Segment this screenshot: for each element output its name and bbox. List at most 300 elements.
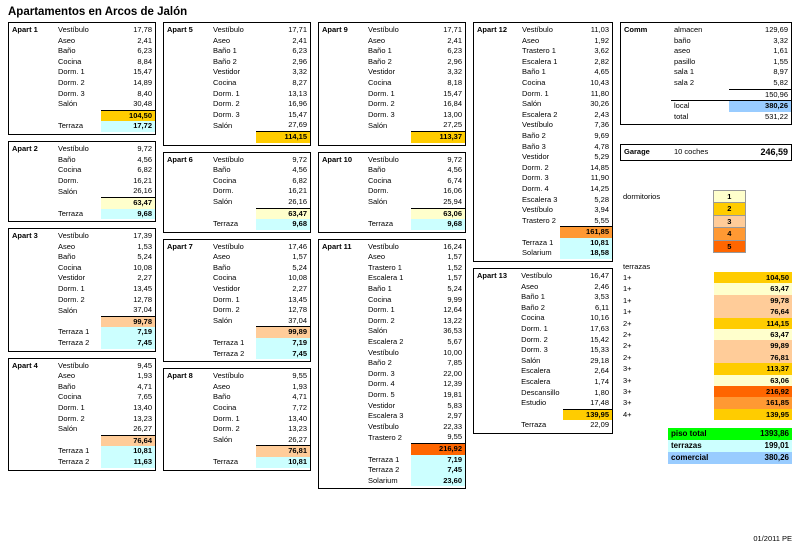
spacer-cell [474,345,518,356]
room-label: Baño 3 [522,141,546,151]
room-area-value: 5,24 [292,262,307,272]
spacer-cell [164,46,210,57]
spacer-cell [474,366,518,377]
apartment-block [8,358,156,471]
room-area-value: 8,84 [137,56,152,66]
room-label: Dorm. 1 [368,305,395,315]
room-label: Salón [58,305,78,315]
comm-table [621,25,791,122]
table-row [164,316,310,327]
room-area-value: 7,36 [594,120,609,130]
spacer-cell [164,67,210,78]
table-row [164,284,310,295]
spacer-cell [9,57,55,68]
spacer-cell [9,424,55,435]
spacer-cell [621,78,671,89]
room-area-value: 1,80 [594,387,609,397]
spacer-cell [9,338,55,349]
table-row [9,209,155,220]
table-row [9,242,155,253]
spacer-cell [319,411,365,422]
table-row [164,457,310,468]
table-row [164,242,310,253]
comm-value: 8,97 [773,67,788,77]
spacer-cell [9,197,55,208]
spacer-cell [164,263,210,274]
table-row [164,392,310,403]
table-row [474,282,612,293]
room-area-value: 6,82 [292,175,307,185]
table-row [164,263,310,274]
spacer-cell [474,420,518,431]
room-label: Terraza 2 [58,338,90,348]
apartment-block [318,239,466,490]
room-area-value: 18,58 [560,248,612,259]
room-area-value: 4,65 [594,67,609,77]
room-label: Baño 1 [368,46,392,56]
room-area-value: 4,56 [137,154,152,164]
room-label: Aseo [521,281,539,291]
spacer-cell [319,120,365,131]
room-area-value: 13,45 [133,284,152,294]
apartment-column-3 [318,22,466,495]
room-area-value: 10,81 [560,238,612,249]
spacer-cell [319,219,365,230]
room-label: Terraza 1 [58,446,90,456]
spacer-cell [319,165,365,176]
table-row [164,176,310,187]
garage-table [621,147,791,158]
room-label: Terraza [58,208,84,218]
room-area-value: 161,85 [560,227,612,238]
room-label: Salón [521,355,541,365]
room-area-value: 10,16 [590,313,609,323]
table-row [9,327,155,338]
room-area-value: 15,47 [443,88,462,98]
room-label: Dorm. 1 [213,88,240,98]
comm-value: 1,61 [773,46,788,56]
apartment-name: Apart 6 [167,154,193,164]
room-label: Escalera 3 [522,194,558,204]
table-row [164,338,310,349]
table-row [164,208,310,219]
room-area-value: 13,45 [288,294,307,304]
spacer-cell [474,335,518,346]
table-row [474,238,612,249]
legend-key: 3+ [623,387,632,396]
table-row [9,371,155,382]
legend-value: 76,64 [714,306,792,317]
table-row [620,318,792,329]
spacer-cell [745,228,792,240]
legend-value: 63,06 [714,375,792,386]
table-row [164,120,310,131]
room-area-value: 63,47 [101,197,155,208]
spacer-cell [9,305,55,316]
garage-header: Garage [624,147,650,156]
spacer-cell [671,386,714,397]
room-label: Terraza 1 [522,237,554,247]
spacer-cell [474,356,518,367]
room-label: Vestíbulo [368,347,399,357]
spacer-cell [474,142,519,153]
spacer-cell [474,99,519,110]
table-row [319,316,465,327]
spacer-cell [319,208,365,219]
table-row [319,422,465,433]
room-label: Aseo [58,241,76,251]
legend-key: 2+ [623,318,632,328]
room-area-value: 1,52 [447,262,462,272]
table-row [9,110,155,121]
dormitorio-count: 1 [714,191,745,203]
spacer-cell [620,440,668,452]
table-row [9,36,155,47]
spacer-cell [621,57,671,68]
room-area-value: 2,27 [137,273,152,283]
room-area-value: 11,90 [590,173,609,183]
room-label: Vestidor [213,67,241,77]
room-area-value: 5,24 [447,284,462,294]
spacer-cell [164,382,210,393]
room-label: Solarium [522,248,552,258]
table-row [319,186,465,197]
room-label: Vestidor [368,400,396,410]
table-row [9,144,155,155]
room-label: Vestíbulo [213,241,244,251]
spacer-cell [9,371,55,382]
room-area-value: 12,78 [133,294,152,304]
spacer-cell [671,295,714,306]
table-row [319,390,465,401]
room-area-value: 13,13 [288,88,307,98]
legend-value: 104,50 [714,272,792,283]
garage-label: 10 coches [674,147,709,156]
table-row [620,340,792,351]
spacer-cell [621,67,671,78]
room-area-value: 37,04 [288,315,307,325]
table-row [9,25,155,36]
table-row [9,446,155,457]
room-label: Dorm. 2 [58,413,85,423]
room-label: Cocina [213,77,237,87]
spacer-cell [9,99,55,110]
room-area-value: 10,81 [256,457,310,468]
room-area-value: 13,40 [288,413,307,423]
room-label: Terraza [213,219,239,229]
table-row [319,295,465,306]
room-label: Vestíbulo [368,421,399,431]
table-row [474,57,612,68]
table-row [9,382,155,393]
spacer-cell [164,219,210,230]
room-label: Salón [213,197,233,207]
room-area-value: 63,47 [256,208,310,219]
table-row [474,345,612,356]
table-row [9,67,155,78]
spacer-cell [474,46,519,57]
table-row [9,295,155,306]
table-row [164,446,310,457]
spacer-cell [164,414,210,425]
room-area-value: 2,41 [137,35,152,45]
room-area-value: 30,48 [133,99,152,109]
room-label: Baño [58,154,76,164]
table-row [164,327,310,338]
room-area-value: 17,71 [443,25,462,34]
room-label: Cocina [213,273,237,283]
legend-table [620,190,792,420]
spacer-cell [164,131,210,142]
table-row [621,89,791,101]
table-row [319,443,465,454]
table-row [9,403,155,414]
room-label: Salón [213,316,233,326]
room-label: Vestíbulo [58,25,89,34]
total-value: 531,22 [765,111,788,121]
table-row [319,46,465,57]
table-row [620,272,792,283]
dormitorio-count: 2 [714,203,745,215]
spacer-cell [319,295,365,306]
room-area-value: 9,72 [137,143,152,153]
spacer-cell [164,435,210,446]
room-area-value: 9,45 [137,360,152,370]
table-row [620,397,792,408]
apartment-name: Apart 3 [12,231,38,241]
table-row [620,375,792,386]
room-area-value: 9,55 [447,432,462,442]
spacer-cell [164,252,210,263]
room-label: Baño [213,165,231,175]
table-row [319,131,465,142]
spacer-cell [319,57,365,68]
room-area-value: 7,45 [101,338,155,349]
spacer-cell [474,248,519,259]
room-area-value: 113,37 [411,131,465,142]
spacer-cell [474,303,518,314]
table-row [9,155,155,166]
apartment-name: Apart 5 [167,25,193,34]
table-row [164,110,310,121]
table-row [621,46,791,57]
room-area-value: 1,57 [447,252,462,262]
room-area-value: 5,29 [594,152,609,162]
apartment-block [163,239,311,363]
comm-label: baño [674,35,691,45]
room-label: Vestíbulo [522,120,553,130]
room-label: Escalera 2 [522,109,558,119]
table-row [164,435,310,446]
spacer-cell [319,273,365,284]
apartment-table [9,25,155,132]
room-label: Dorm. 1 [58,403,85,412]
room-label: Dorm. 4 [368,379,395,389]
room-area-value: 26,16 [133,186,152,196]
spacer-cell [319,455,365,466]
room-label: Cocina [213,403,237,412]
room-label: Vestíbulo [368,25,399,34]
room-label: Salón [368,197,388,207]
table-row [319,465,465,476]
dormitorio-count: 3 [714,215,745,227]
table-row [621,36,791,47]
room-area-value: 13,23 [288,424,307,434]
table-row [620,363,792,374]
table-row [319,25,465,36]
room-label: Cocina [58,56,82,66]
room-label: Dorm. 1 [213,413,240,423]
legend-value: 99,78 [714,295,792,306]
table-row [474,248,612,259]
table-row [474,205,612,216]
room-area-value: 7,72 [292,403,307,412]
room-area-value: 9,68 [411,219,465,230]
room-area-value: 5,67 [447,337,462,347]
room-area-value: 9,72 [447,154,462,164]
room-label: Salón [368,120,388,130]
spacer-cell [164,57,210,68]
spacer-cell [319,67,365,78]
table-row [164,78,310,89]
spacer-cell [164,392,210,403]
room-label: Salón [522,99,542,109]
room-label: Dorm. 3 [58,88,85,98]
table-row [9,435,155,446]
spacer-cell [474,205,519,216]
table-row [164,219,310,230]
spacer-cell [319,36,365,47]
spacer-cell [9,457,55,468]
room-label: Terraza [58,121,84,131]
room-label: Baño 2 [368,358,392,368]
table-row [620,283,792,294]
room-label: Salón [58,186,78,196]
total-value: 199,01 [737,440,792,452]
room-area-value: 2,96 [292,56,307,66]
room-area-value: 10,00 [443,347,462,357]
table-row [474,184,612,195]
comm-label: aseo [674,46,691,56]
spacer-cell [9,209,55,220]
spacer-cell [474,195,519,206]
room-label: Dorm. 3 [368,368,395,378]
apartment-block [473,268,613,434]
spacer-cell [319,316,365,327]
spacer-cell [620,452,668,464]
comm-value: 1,55 [773,56,788,66]
table-row [474,46,612,57]
table-row [620,329,792,340]
table-row [164,89,310,100]
room-area-value: 9,55 [292,371,307,381]
table-row [620,215,792,227]
table-row [474,335,612,346]
spacer-cell [9,121,55,132]
spacer-cell [319,432,365,443]
room-area-value: 2,97 [447,411,462,421]
spacer-cell [714,253,745,272]
room-area-value: 26,27 [133,424,152,434]
room-area-value: 9,72 [292,154,307,164]
room-area-value: 9,68 [101,209,155,220]
apartment-name: Apart 4 [12,360,38,370]
room-label: Baño [213,392,231,402]
apartment-name: Apart 13 [477,271,508,281]
table-row [319,337,465,348]
apartment-block [318,152,466,233]
spacer-cell [319,284,365,295]
room-area-value: 2,82 [594,56,609,66]
room-label: Escalera [521,377,551,386]
room-label: Cocina [368,77,392,87]
room-label: Dorm. 2 [213,99,240,109]
table-row [474,25,612,36]
room-label: Cocina [368,294,392,304]
spacer-cell [474,152,519,163]
table-row [319,67,465,78]
table-row [164,25,310,36]
spacer-cell [671,306,714,317]
apartment-block [8,228,156,352]
table-row [319,476,465,487]
room-label [210,208,256,219]
room-label: Cocina [368,175,392,185]
room-area-value: 4,71 [137,381,152,391]
spacer-cell [319,358,365,369]
spacer-cell [9,46,55,57]
table-row [319,155,465,166]
room-label [365,208,411,219]
spacer-cell [474,110,519,121]
room-area-value: 6,82 [137,165,152,175]
table-row [474,131,612,142]
table-row [164,371,310,382]
room-area-value: 16,21 [133,175,152,185]
table-row [319,273,465,284]
spacer-cell [164,316,210,327]
table-row [474,89,612,100]
room-area-value: 17,39 [133,231,152,241]
table-row [620,253,792,272]
room-area-value: 14,85 [590,162,609,172]
room-label: Escalera 2 [368,337,404,347]
table-row [9,46,155,57]
room-label: Vestíbulo [58,143,89,153]
room-area-value: 5,28 [594,194,609,204]
room-area-value: 5,83 [447,400,462,410]
room-area-value: 2,46 [594,281,609,291]
table-row [474,78,612,89]
room-label: Baño [213,262,231,272]
table-row [620,295,792,306]
spacer-cell [671,283,714,294]
table-row [164,57,310,68]
room-area-value: 7,45 [411,465,465,476]
table-row [319,219,465,230]
spacer-cell [620,215,671,227]
spacer-cell [474,388,518,399]
apartment-name: Apart 11 [322,241,352,251]
apartment-column-4 [473,22,613,440]
room-label: Salón [58,99,78,109]
table-row [9,392,155,403]
spacer-cell [164,176,210,187]
spacer-cell [319,337,365,348]
table-row [164,99,310,110]
room-label: Aseo [213,35,231,45]
spacer-cell [474,78,519,89]
